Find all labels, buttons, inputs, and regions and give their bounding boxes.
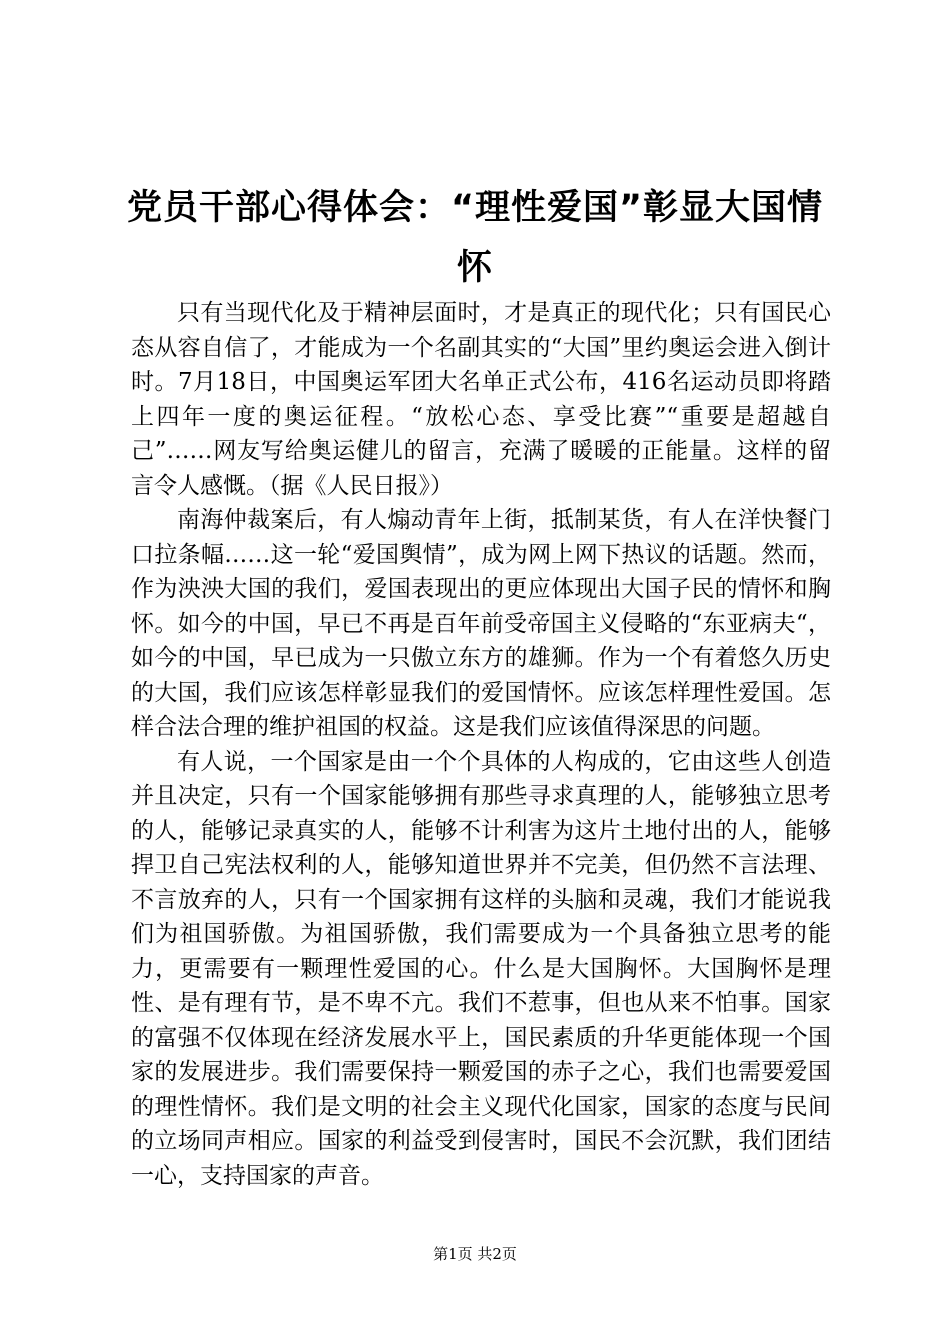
document-title: 党员干部心得体会：“理性爱国”彰显大国情怀 (126, 188, 823, 288)
page-footer: 第1页 共2页 (433, 1245, 517, 1263)
document-body (131, 296, 831, 1193)
paragraph-2: 南海仲裁案后，有人煽动青年上街，抵制某货，有人在洋快餐门口拉条幅……这一轮“爱国舆情”，成为网上网下热议的话题。然而，作为泱泱大国的我们，爱国表现出的更应体现出大国子民的情怀和胸怀。如今的中国，早已不再是百年前受帝国主义侵略的“东亚病夫“，如今的中国，早已成为一只傲立东方的雄狮。作为一个有着悠久历史的大国，我们应该怎样彰显我们的爱国情怀。应该怎样理性爱国。怎样合法合理的维护祖国的权益。这是我们应该值得深思的问题。 (131, 507, 831, 740)
paragraph-3: 有人说，一个国家是由一个个具体的人构成的，它由这些人创造并且决定，只有一个国家能够拥有那些寻求真理的人，能够独立思考的人，能够记录真实的人，能够不计利害为这片土地付出的人，能够捍卫自己宪法权利的人，能够知道世界并不完美，但仍然不言法理、不言放弃的人，只有一个国家拥有这样的头脑和灵魂，我们才能说我们为祖国骄傲。为祖国骄傲，我们需要成为一个具备独立思考的能力，更需要有一颗理性爱国的心。什么是大国胸怀。大国胸怀是理性、是有理有节，是不卑不亢。我们不惹事，但也从来不怕事。国家的富强不仅体现在经济发展水平上，国民素质的升华更能体现一个国家的发展进步。我们需要保持一颗爱国的赤子之心，我们也需要爱国的理性情怀。我们是文明的社会主义现代化国家，国家的态度与民间的立场同声相应。国家的利益受到侵害时，国民不会沉默，我们团结一心，支持国家的声音。 (131, 748, 831, 1189)
paragraph-1: 只有当现代化及于精神层面时，才是真正的现代化；只有国民心态从容自信了，才能成为一个名副其实的“大国”里约奥运会进入倒计时。7月18日，中国奥运军团大名单正式公布，416名运动员即将踏上四年一度的奥运征程。“放松心态、享受比赛”“重要是超越自己”……网友写给奥运健儿的留言，充满了暖暖的正能量。这样的留言令人感慨。（据《人民日报》） (131, 300, 831, 499)
